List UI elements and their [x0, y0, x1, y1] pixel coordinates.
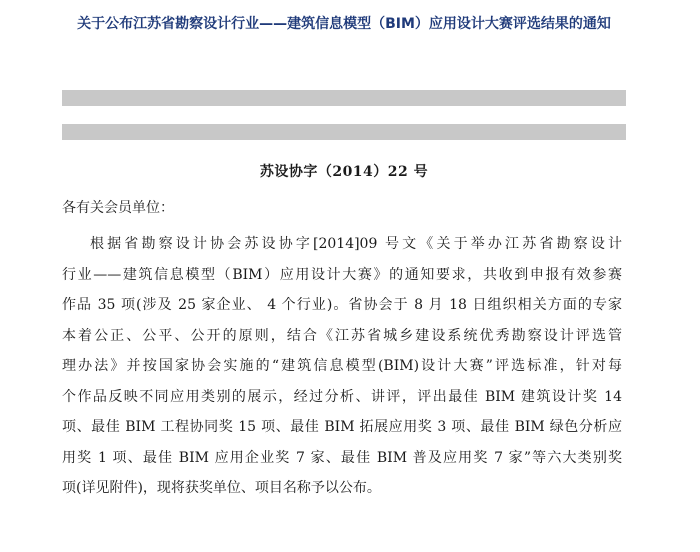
redacted-bar	[62, 90, 626, 106]
document-number: 苏设协字（2014）22 号	[259, 164, 429, 180]
body-line: 个作品反映不同应用类别的展示，经过分析、讲评，评出最佳 BIM 建筑设计奖 14	[62, 388, 622, 405]
body-line: 本着公正、公平、公开的原则，结合《江苏省城乡建设系统优秀勘察设计评选管	[62, 327, 622, 344]
body-line: 用奖 1 项、最佳 BIM 应用企业奖 7 家、最佳 BIM 普及应用奖 7 家”等六大类别奖	[62, 449, 622, 466]
body-line: 理办法》并按国家协会实施的“建筑信息模型(BIM)设计大赛”评选标准，针对每	[62, 358, 622, 374]
salutation: 各有关会员单位：	[62, 200, 174, 216]
body-line: 作品 35 项(涉及 25 家企业、 4 个行业)。省协会于 8 月 18 日组织相关方面的专家	[62, 297, 622, 313]
redacted-bar	[62, 124, 626, 140]
body-line: 项(详见附件)，现将获奖单位、项目名称予以公布。	[62, 480, 381, 496]
body-line: 行业——建筑信息模型（BIM）应用设计大赛》的通知要求，共收到申报有效参赛	[62, 266, 622, 283]
body-line: 项、最佳 BIM 工程协同奖 15 项、最佳 BIM 拓展应用奖 3 项、最佳 BIM 绿色分析应	[62, 419, 622, 435]
page-title: 关于公布江苏省勘察设计行业——建筑信息模型（BIM）应用设计大赛评选结果的通知	[77, 16, 611, 32]
notice-body	[62, 229, 622, 504]
body-line: 根据省勘察设计协会苏设协字[2014]09 号文《关于举办江苏省勘察设计	[90, 236, 622, 252]
